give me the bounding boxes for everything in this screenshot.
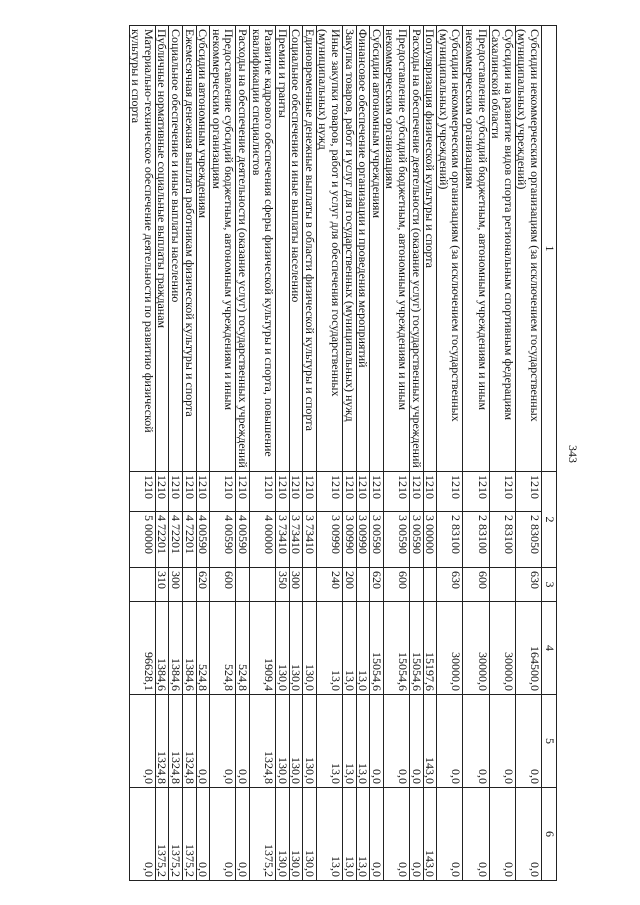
row-value-col6: 1375,2 [182, 788, 196, 881]
table-row [249, 26, 275, 881]
row-value-col6: 0,0 [210, 788, 236, 881]
table-row [383, 26, 409, 881]
row-name: Премии и гранты [276, 26, 290, 472]
row-section-code: 1210 [129, 472, 155, 512]
row-expense-type [236, 568, 250, 602]
table-row [423, 26, 437, 881]
row-value-col5: 130,0 [303, 695, 317, 788]
table-row [155, 26, 169, 881]
row-expense-type: 310 [155, 568, 169, 602]
row-value-col5: 0,0 [410, 695, 424, 788]
row-name: Субсидии некоммерческим организациям (за исключением государственных (муниципальных) учреждений) [437, 26, 463, 472]
row-value-col4: 524,8 [236, 602, 250, 695]
row-name: Предоставление субсидий бюджетным, автономным учреждениям и иным некоммерческим организациям [463, 26, 489, 472]
header-col-5: 5 [542, 695, 557, 788]
row-value-col6: 130,0 [303, 788, 317, 881]
row-target-code: 4 00590 [236, 512, 250, 568]
row-value-col4: 15054,6 [370, 602, 384, 695]
row-value-col5: 130,0 [276, 695, 290, 788]
table-row [210, 26, 236, 881]
row-value-col4: 15054,6 [383, 602, 409, 695]
row-expense-type: 630 [437, 568, 463, 602]
row-value-col4: 13,0 [343, 602, 357, 695]
row-name: Субсидии на развитие видов спорта региональным спортивным федерациям Сахалинской области [489, 26, 515, 472]
row-expense-type: 300 [169, 568, 183, 602]
row-value-col4: 1384,6 [169, 602, 183, 695]
row-value-col6: 13,0 [356, 788, 370, 881]
row-section-code: 1210 [437, 472, 463, 512]
table-row [196, 26, 210, 881]
row-value-col5: 0,0 [236, 695, 250, 788]
budget-table [129, 25, 557, 881]
row-section-code: 1210 [303, 472, 317, 512]
row-section-code: 1210 [343, 472, 357, 512]
row-section-code: 1210 [489, 472, 515, 512]
row-target-code: 4 72201 [169, 512, 183, 568]
row-name: Иные закупки товаров, работ и услуг для обеспечения государственных (муниципальных) нужд [316, 26, 342, 472]
row-value-col4: 13,0 [316, 602, 342, 695]
row-section-code: 1210 [276, 472, 290, 512]
table-row [169, 26, 183, 881]
row-expense-type [182, 568, 196, 602]
row-value-col4: 164500,0 [515, 602, 541, 695]
table-row [356, 26, 370, 881]
row-value-col6: 0,0 [489, 788, 515, 881]
row-expense-type: 620 [370, 568, 384, 602]
header-col-3: 3 [542, 568, 557, 602]
table-row [489, 26, 515, 881]
row-name: Закупка товаров, работ и услуг для государственных (муниципальных) нужд [343, 26, 357, 472]
row-value-col4: 15054,6 [410, 602, 424, 695]
row-value-col6: 1375,2 [155, 788, 169, 881]
row-value-col4: 30000,0 [489, 602, 515, 695]
row-target-code: 2 83100 [463, 512, 489, 568]
row-target-code: 2 83050 [515, 512, 541, 568]
row-expense-type: 620 [196, 568, 210, 602]
row-target-code: 3 00000 [423, 512, 437, 568]
row-expense-type: 600 [210, 568, 236, 602]
row-name: Субсидии автономным учреждениям [196, 26, 210, 472]
table-row [303, 26, 317, 881]
row-value-col5: 130,0 [289, 695, 303, 788]
row-value-col6: 0,0 [463, 788, 489, 881]
table-row [463, 26, 489, 881]
row-value-col4: 524,8 [210, 602, 236, 695]
row-value-col5: 1324,8 [249, 695, 275, 788]
row-target-code: 2 83100 [489, 512, 515, 568]
row-name: Расходы на обеспечение деятельности (оказание услуг) государственных учреждений [410, 26, 424, 472]
table-row [410, 26, 424, 881]
row-value-col6: 130,0 [276, 788, 290, 881]
row-value-col5: 0,0 [370, 695, 384, 788]
table-row [370, 26, 384, 881]
table-row [276, 26, 290, 881]
row-name: Предоставление субсидий бюджетным, автономным учреждениям и иным некоммерческим организациям [210, 26, 236, 472]
row-expense-type: 300 [289, 568, 303, 602]
row-value-col4: 30000,0 [437, 602, 463, 695]
row-target-code: 3 00990 [343, 512, 357, 568]
row-value-col5: 0,0 [383, 695, 409, 788]
row-value-col6: 1375,2 [249, 788, 275, 881]
row-section-code: 1210 [155, 472, 169, 512]
row-section-code: 1210 [316, 472, 342, 512]
row-expense-type [129, 568, 155, 602]
row-value-col4: 1384,6 [182, 602, 196, 695]
row-name: Субсидии некоммерческим организациям (за исключением государственных (муниципальных) учреждений) [515, 26, 541, 472]
row-expense-type: 350 [276, 568, 290, 602]
row-target-code: 3 73410 [276, 512, 290, 568]
row-value-col5: 0,0 [489, 695, 515, 788]
row-name: Популяризация физической культуры и спорта [423, 26, 437, 472]
page-number: 343 [566, 445, 580, 463]
row-value-col6: 0,0 [236, 788, 250, 881]
row-value-col5: 0,0 [437, 695, 463, 788]
row-value-col4: 1384,6 [155, 602, 169, 695]
row-expense-type [303, 568, 317, 602]
row-section-code: 1210 [515, 472, 541, 512]
row-value-col4: 1909,4 [249, 602, 275, 695]
row-section-code: 1210 [289, 472, 303, 512]
row-section-code: 1210 [370, 472, 384, 512]
row-value-col6: 0,0 [196, 788, 210, 881]
table-body [129, 26, 541, 881]
row-value-col5: 143,0 [423, 695, 437, 788]
row-value-col4: 13,0 [356, 602, 370, 695]
row-expense-type: 600 [383, 568, 409, 602]
table-row [289, 26, 303, 881]
row-value-col6: 130,0 [289, 788, 303, 881]
row-value-col5: 0,0 [129, 695, 155, 788]
row-value-col5: 1324,8 [169, 695, 183, 788]
row-value-col5: 1324,8 [155, 695, 169, 788]
table-row [129, 26, 155, 881]
row-section-code: 1210 [410, 472, 424, 512]
row-target-code: 3 00590 [370, 512, 384, 568]
row-value-col4: 130,0 [276, 602, 290, 695]
row-section-code: 1210 [383, 472, 409, 512]
row-name: Материально-техническое обеспечение деятельности по развитию физической культуры и спорта [129, 26, 155, 472]
row-value-col6: 0,0 [383, 788, 409, 881]
row-target-code: 5 00000 [129, 512, 155, 568]
row-name: Ежемесячная денежная выплата работникам физической культуры и спорта [182, 26, 196, 472]
row-value-col6: 13,0 [343, 788, 357, 881]
row-target-code: 4 00590 [210, 512, 236, 568]
row-target-code: 3 73410 [303, 512, 317, 568]
row-expense-type [356, 568, 370, 602]
row-value-col5: 13,0 [343, 695, 357, 788]
row-target-code: 3 00990 [356, 512, 370, 568]
row-name: Единовременные денежные выплаты в области физической культуры и спорта [303, 26, 317, 472]
row-section-code: 1210 [463, 472, 489, 512]
row-value-col4: 524,8 [196, 602, 210, 695]
row-section-code: 1210 [182, 472, 196, 512]
row-target-code: 4 00000 [249, 512, 275, 568]
row-section-code: 1210 [210, 472, 236, 512]
header-row [542, 26, 557, 881]
row-name: Субсидии автономным учреждениям [370, 26, 384, 472]
row-expense-type: 600 [463, 568, 489, 602]
row-name: Расходы на обеспечение деятельности (оказание услуг) государственных учреждений [236, 26, 250, 472]
row-target-code: 3 73410 [289, 512, 303, 568]
row-value-col6: 1375,2 [169, 788, 183, 881]
row-expense-type [249, 568, 275, 602]
row-target-code: 3 00990 [316, 512, 342, 568]
table-row [515, 26, 541, 881]
row-target-code: 3 00590 [383, 512, 409, 568]
row-value-col6: 0,0 [129, 788, 155, 881]
row-value-col4: 30000,0 [463, 602, 489, 695]
row-name: Предоставление субсидий бюджетным, автономным учреждениям и иным некоммерческим организациям [383, 26, 409, 472]
header-col-2: 2 [542, 472, 557, 568]
row-value-col4: 15197,6 [423, 602, 437, 695]
row-value-col4: 130,0 [289, 602, 303, 695]
row-expense-type: 630 [515, 568, 541, 602]
row-value-col5: 0,0 [210, 695, 236, 788]
row-name: Социальное обеспечение и иные выплаты населению [289, 26, 303, 472]
row-name: Развитие кадрового обеспечения сферы физической культуры и спорта, повышение квалификации специалистов [249, 26, 275, 472]
row-value-col6: 0,0 [370, 788, 384, 881]
row-expense-type [489, 568, 515, 602]
row-section-code: 1210 [196, 472, 210, 512]
row-expense-type [410, 568, 424, 602]
row-target-code: 2 83100 [437, 512, 463, 568]
row-name: Финансовое обеспечение организации и проведения мероприятий [356, 26, 370, 472]
row-value-col5: 0,0 [196, 695, 210, 788]
row-target-code: 4 72201 [182, 512, 196, 568]
table-row [182, 26, 196, 881]
table-row [316, 26, 342, 881]
row-expense-type: 200 [343, 568, 357, 602]
budget-sheet [27, 25, 557, 880]
row-value-col5: 13,0 [316, 695, 342, 788]
row-target-code: 4 72201 [155, 512, 169, 568]
header-col-4: 4 [542, 602, 557, 695]
row-value-col6: 0,0 [410, 788, 424, 881]
row-target-code: 3 00590 [410, 512, 424, 568]
row-section-code: 1210 [356, 472, 370, 512]
row-value-col4: 130,0 [303, 602, 317, 695]
table-row [343, 26, 357, 881]
row-expense-type [423, 568, 437, 602]
row-value-col5: 0,0 [515, 695, 541, 788]
row-value-col4: 96628,1 [129, 602, 155, 695]
row-value-col6: 13,0 [316, 788, 342, 881]
row-value-col5: 0,0 [463, 695, 489, 788]
row-name: Публичные нормативные социальные выплаты гражданам [155, 26, 169, 472]
row-value-col6: 0,0 [515, 788, 541, 881]
row-value-col6: 143,0 [423, 788, 437, 881]
row-expense-type: 240 [316, 568, 342, 602]
header-col-1: 1 [542, 26, 557, 472]
row-target-code: 4 00590 [196, 512, 210, 568]
row-name: Социальное обеспечение и иные выплаты населению [169, 26, 183, 472]
row-value-col5: 13,0 [356, 695, 370, 788]
header-col-6: 6 [542, 788, 557, 881]
row-section-code: 1210 [249, 472, 275, 512]
row-value-col6: 0,0 [437, 788, 463, 881]
table-row [437, 26, 463, 881]
table-row [236, 26, 250, 881]
row-section-code: 1210 [169, 472, 183, 512]
row-section-code: 1210 [236, 472, 250, 512]
row-section-code: 1210 [423, 472, 437, 512]
row-value-col5: 1324,8 [182, 695, 196, 788]
